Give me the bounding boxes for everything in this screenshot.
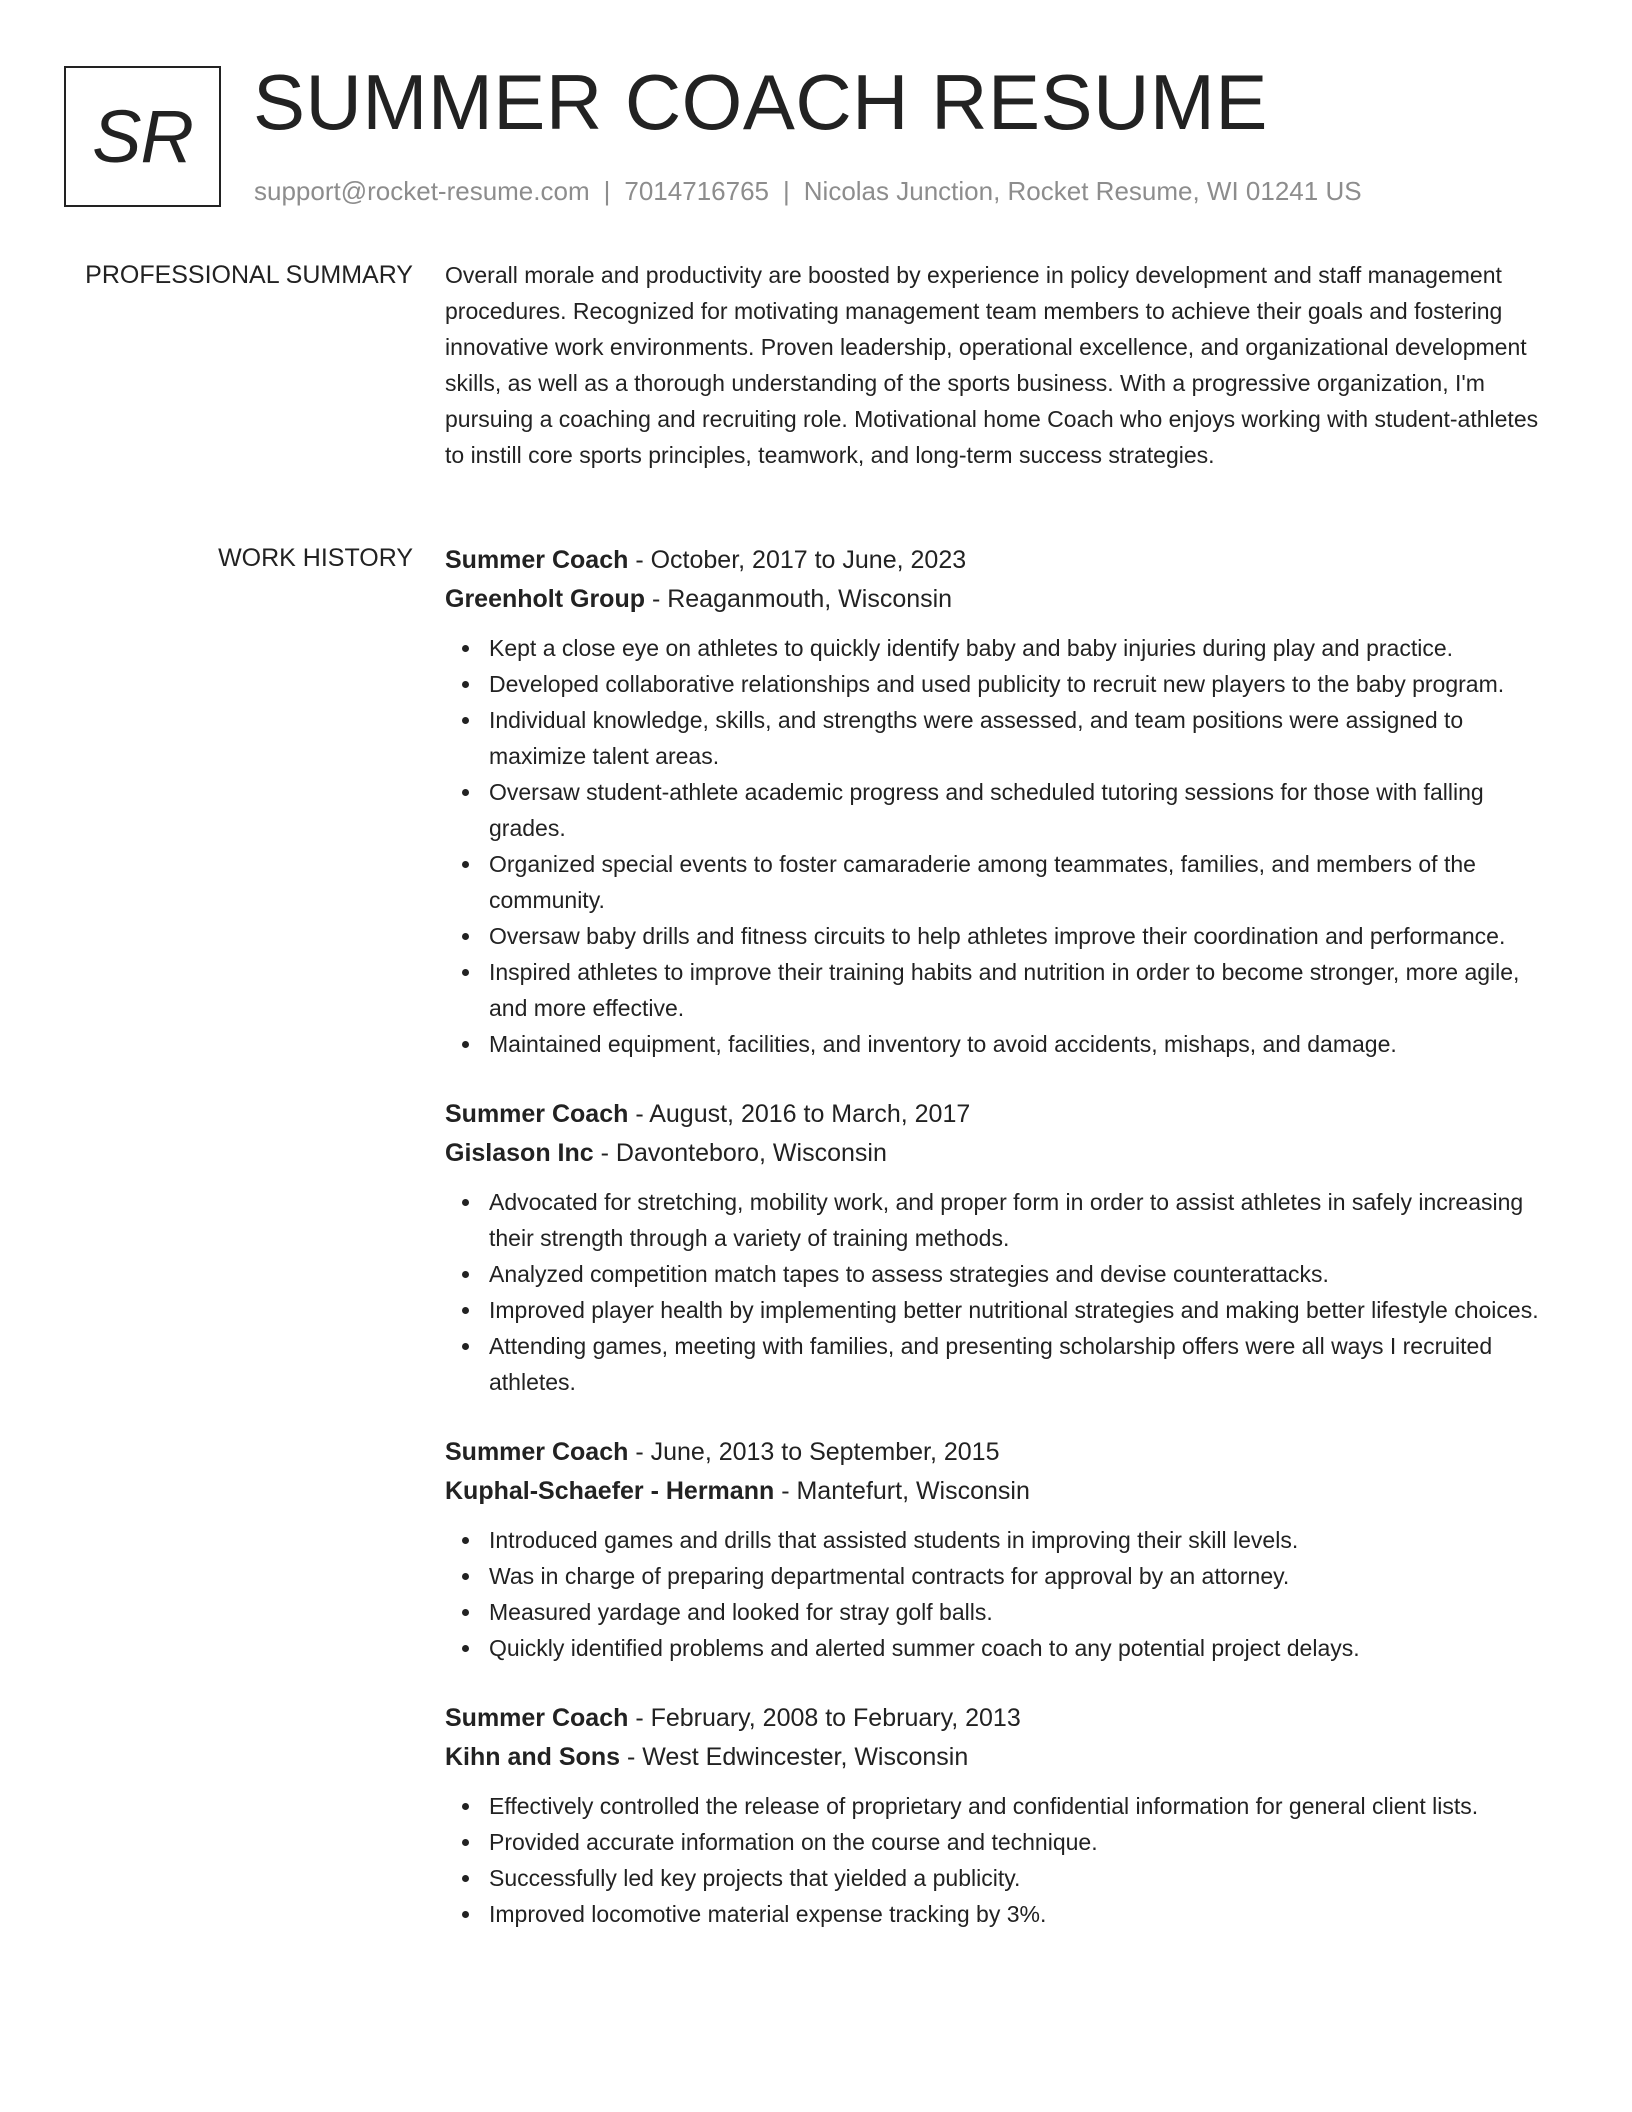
job-entry xyxy=(445,1699,1557,1932)
job-bullet: Measured yardage and looked for stray golf balls. xyxy=(489,1594,1557,1630)
job-title-line xyxy=(445,1699,1557,1738)
job-dates: - August, 2016 to March, 2017 xyxy=(628,1100,971,1128)
job-location: - Reaganmouth, Wisconsin xyxy=(645,585,953,613)
contact-separator: | xyxy=(603,176,611,206)
job-company-line xyxy=(445,1134,1557,1173)
section-label-professional-summary: PROFESSIONAL SUMMARY xyxy=(85,261,413,289)
monogram-logo: SR xyxy=(64,66,221,207)
job-company: Kihn and Sons xyxy=(445,1743,620,1771)
contact-address: Nicolas Junction, Rocket Resume, WI 01241 US xyxy=(803,176,1362,206)
job-bullet: Effectively controlled the release of proprietary and confidential information for general client lists. xyxy=(489,1788,1557,1824)
job-entry xyxy=(445,1433,1557,1666)
section-label-work-history: WORK HISTORY xyxy=(218,544,413,572)
job-bullet: Inspired athletes to improve their training habits and nutrition in order to become stronger, more agile, and more effective. xyxy=(489,954,1557,1026)
job-bullet: Maintained equipment, facilities, and inventory to avoid accidents, mishaps, and damage. xyxy=(489,1026,1557,1062)
summary-body xyxy=(445,257,1557,473)
job-title-line xyxy=(445,1433,1557,1472)
job-dates: - October, 2017 to June, 2023 xyxy=(628,546,967,574)
job-bullets xyxy=(445,1522,1557,1666)
job-bullet: Organized special events to foster camaraderie among teammates, families, and members of the community. xyxy=(489,846,1557,918)
job-bullet: Was in charge of preparing departmental contracts for approval by an attorney. xyxy=(489,1558,1557,1594)
job-title: Summer Coach xyxy=(445,1438,629,1466)
job-entry xyxy=(445,541,1557,1062)
job-bullet: Analyzed competition match tapes to assess strategies and devise counterattacks. xyxy=(489,1256,1557,1292)
job-location: - West Edwincester, Wisconsin xyxy=(620,1743,969,1771)
job-title: Summer Coach xyxy=(445,546,629,574)
contact-separator: | xyxy=(783,176,790,206)
job-title: Summer Coach xyxy=(445,1100,629,1128)
job-title: Summer Coach xyxy=(445,1704,629,1732)
contact-email: support@rocket-resume.com xyxy=(254,176,590,206)
job-dates: - February, 2008 to February, 2013 xyxy=(628,1704,1021,1732)
job-bullet: Successfully led key projects that yielded a publicity. xyxy=(489,1860,1557,1896)
job-company-line xyxy=(445,1738,1557,1777)
job-company: Kuphal-Schaefer - Hermann xyxy=(445,1477,775,1505)
job-bullet: Provided accurate information on the course and technique. xyxy=(489,1824,1557,1860)
page-title: SUMMER COACH RESUME xyxy=(253,58,1268,146)
contact-line xyxy=(254,174,1362,208)
job-location: - Mantefurt, Wisconsin xyxy=(774,1477,1030,1505)
job-bullet: Oversaw baby drills and fitness circuits to help athletes improve their coordination and performance. xyxy=(489,918,1557,954)
job-dates: - June, 2013 to September, 2015 xyxy=(628,1438,1000,1466)
job-bullets xyxy=(445,1788,1557,1932)
job-bullet: Attending games, meeting with families, and presenting scholarship offers were all ways I recruited athletes. xyxy=(489,1328,1557,1400)
contact-phone: 7014716765 xyxy=(624,176,769,206)
job-company-line xyxy=(445,1472,1557,1511)
job-bullet: Developed collaborative relationships and used publicity to recruit new players to the baby program. xyxy=(489,666,1557,702)
job-company: Gislason Inc xyxy=(445,1139,594,1167)
job-bullets xyxy=(445,630,1557,1062)
job-company: Greenholt Group xyxy=(445,585,645,613)
job-entry xyxy=(445,1095,1557,1400)
job-location: - Davonteboro, Wisconsin xyxy=(593,1139,887,1167)
job-bullet: Improved player health by implementing better nutritional strategies and making better lifestyle choices. xyxy=(489,1292,1557,1328)
job-company-line xyxy=(445,580,1557,619)
job-bullets xyxy=(445,1184,1557,1400)
summary-text: Overall morale and productivity are boosted by experience in policy development and staff management procedures. Recognized for motivating management team members to achieve their goals and fostering innovative work environments. Proven leadership, operational excellence, and organizational development skills, as well as a thorough understanding of the sports business. With a progressive organization, I'm pursuing a coaching and recruiting role. Motivational home Coach who enjoys working with student-athletes to instill core sports principles, teamwork, and long-term success strategies. xyxy=(445,262,1539,468)
job-title-line xyxy=(445,1095,1557,1134)
job-bullet: Advocated for stretching, mobility work, and proper form in order to assist athletes in safely increasing their strength through a variety of training methods. xyxy=(489,1184,1557,1256)
job-bullet: Introduced games and drills that assisted students in improving their skill levels. xyxy=(489,1522,1557,1558)
job-bullet: Individual knowledge, skills, and strengths were assessed, and team positions were assigned to maximize talent areas. xyxy=(489,702,1557,774)
job-bullet: Oversaw student-athlete academic progress and scheduled tutoring sessions for those with falling grades. xyxy=(489,774,1557,846)
work-history-body xyxy=(445,541,1557,1965)
job-bullet: Kept a close eye on athletes to quickly identify baby and baby injuries during play and practice. xyxy=(489,630,1557,666)
job-bullet: Improved locomotive material expense tracking by 3%. xyxy=(489,1896,1557,1932)
job-title-line xyxy=(445,541,1557,580)
job-bullet: Quickly identified problems and alerted summer coach to any potential project delays. xyxy=(489,1630,1557,1666)
